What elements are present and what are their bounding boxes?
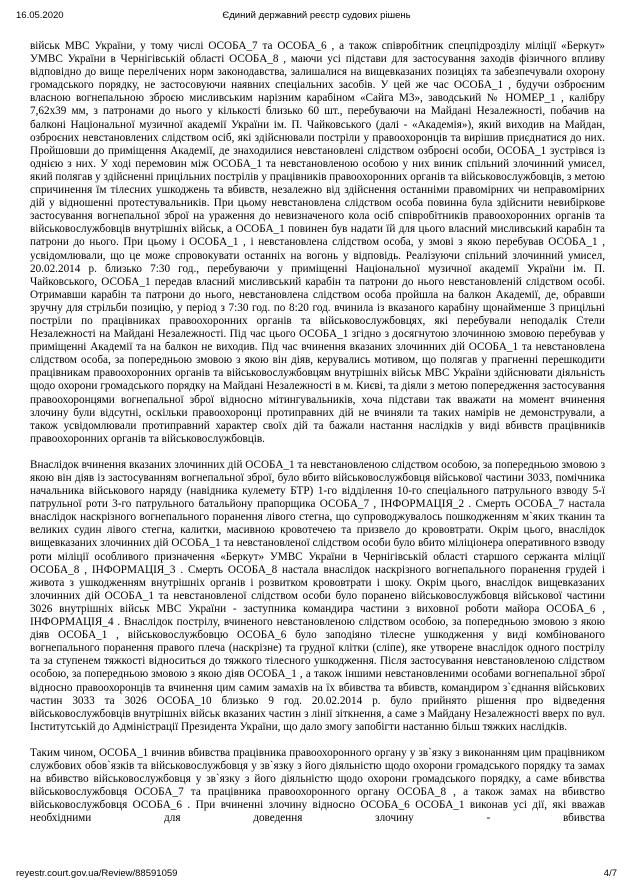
- footer-page-number: 4/7: [603, 868, 617, 879]
- footer-url: reyestr.court.gov.ua/Review/88591059: [16, 868, 178, 879]
- paragraph-3: Таким чином, ОСОБА_1 вчинив вбивства працівника правоохоронного органу у зв`язку з виконанням цим працівником службових обов`язків та військовослужбовця у зв`язку з його діяльністю щодо охорони громадського порядку та замах на вбивство військовослужбовця у зв`язку з його діяльністю щодо охорони громадського порядку, а саме вбивства військовослужбовця ОСОБА_7 та працівника правоохоронного органу ОСОБА_8 , а також замах на вбивство військовослужбовця ОСОБА_6 . При вчиненні злочину відносно ОСОБА_6 ОСОБА_1 виконав усі дії, які вважав необхідними для доведення злочину - вбивства: [30, 746, 605, 825]
- paragraph-2: Внаслідок вчинення вказаних злочинних дій ОСОБА_1 та невстановленою слідством особою, за попередньою змовою з якою він діяв із застосуванням вогнепальної зброї, було вбито військовослужбовця військової частини 3033, помічника начальника військового наряду (навідника кулемету БТР) 1-го відділення 10-го спеціального патрульного взводу 5-ї патрульної роти 3-го патрульного батальйону прапорщика ОСОБА_7 , ІНФОРМАЦІЯ_2 . Смерть ОСОБА_7 настала внаслідок наскрізного вогнепального поранення лівого стегна, що супроводжувалось пошкодженням м`яких тканин та великих судин лівого стегна, калитки, масивною кровотечею та призвело до крововтрати. Окрім цього, внаслідок вищевказаних злочинних дій ОСОБА_1 та невстановленої слідством особи було вбито міліціонера оперативного взводу роти міліції особливого призначення «Беркут» УМВС України в Чернігівській області старшого сержанта міліції ОСОБА_8 , ІНФОРМАЦІЯ_3 . Смерть ОСОБА_8 настала внаслідок наскрізного вогнепального поранення грудей і живота з ушкодженням внутрішніх органів і розвитком крововтрати і шоку. Окрім цього, внаслідок вищевказаних злочинних дій ОСОБА_1 та невстановленої слідством особи було поранено військовослужбовця військової частини 3026 внутрішніх військ МВС України - заступника командира частини з виховної роботи майора ОСОБА_6 , ІНФОРМАЦІЯ_4 . Внаслідок пострілу, вчиненого невстановленою слідством особою, за попередньою змовою з якою діяв ОСОБА_1 , військовослужбовцю ОСОБА_6 було заподіяно тілесне ушкодження у виді комбінованого вогнепального поранення правого плеча (наскрізне) та грудної клітки (сліпе), яке утворене внаслідок одного пострілу та за ступенем тяжкості відноситься до тяжкого тілесного ушкодження. Після застосування невстановленою слідством особою, за попередньою змовою з якою діяв ОСОБА_1 , а також іншими невстановленими особами вогнепальної зброї відносно правоохоронців та вчинення цим самим замахів на їх вбивства та вбивств, командиром з`єднання військових частин 3033 та 3026 ОСОБА_10 близько 9 год. 20.02.2014 р. було прийнято рішення про відведення військовослужбовців внутрішніх військ вказаних частин з лінії зіткнення, а саме з Майдану Незалежності вверх по вул. Інститутській до Адміністрації Президента України, що дало змогу запобігти настанню більш тяжких наслідків.: [30, 458, 605, 733]
- header-title: Єдиний державний реєстр судових рішень: [222, 10, 411, 21]
- print-footer: [16, 868, 617, 881]
- document-body: [30, 40, 605, 825]
- header-date: 16.05.2020: [16, 10, 64, 21]
- paragraph-1: військ МВС України, у тому числі ОСОБА_7 та ОСОБА_6 , а також співробітник спецпідрозділу міліції «Беркут» УМВС України в Чернігівській області ОСОБА_8 , маючи усі підстави для застосування заходів фізичного впливу відповідно до вище перелічених норм законодавства, залишалися на вищевказаних позиціях та забезпечували охорону громадського порядку, не застосовуючи наявних спеціальних засобів. У цей же час ОСОБА_1 , будучи озброєним власною вогнепальною зброєю мисливським нарізним карабіном «Сайга М3», заводський № НОМЕР_1 , калібру 7,62х39 мм, з патронами до нього у кількості близько 60 шт., перебуваючи на Майдані Незалежності, побачив на балконі Національної музичної академії України ім. П. Чайковського (далі - «Академія»), який виходив на Майдан, озброєних невстановлених слідством осіб, які здійснювали постріли у правоохоронців та вирішив приєднатися до них. Пройшовши до приміщення Академії, де знаходилися невстановлені слідством озброєні особи, ОСОБА_1 зустрівся із однією з них. У ході перемовин між ОСОБА_1 та невстановленою особою у них виник спільний злочинний умисел, який полягав у здійсненні прицільних пострілів у працівників правоохоронних органів та військовослужбовців, з метою спричинення їм тілесних ушкоджень та вбивств, незалежно від здійснення останніми правомірних чи неправомірних дій у відношенні протестувальників. При цьому невстановлена слідством особа повинна була здійснити невибіркове застосування вогнепальної зброї на ураження до невизначеного кола осіб співробітників правоохоронних органів та військовослужбовців внутрішніх військ, а ОСОБА_1 повинен був надати їй для цього власний мисливський карабін та патрони до нього. При цьому і ОСОБА_1 , і невстановлена слідством особа, у змові з якою перебував ОСОБА_1 , усвідомлювали, що це може спровокувати останніх на вогонь у відповідь. Реалізуючи спільний злочинний умисел, 20.02.2014 р. близько 7:30 год., перебуваючи у приміщенні Національної музичної академії України ім. П. Чайковського, ОСОБА_1 передав власний мисливський карабін та патрони до нього невстановленій слідством особі. Отримавши карабін та патрони до нього, невстановлена слідством особа пройшла на балкон Академії, де, обравши зручну для стрільби позицію, у період з 7:30 год. по 8:20 год. вчинила із вказаного карабіну щонайменше 3 прицільні постріли по працівниках правоохоронних органів та військовослужбовцях, які перебували неподалік Стели Незалежності на Майдані Незалежності. Під час цього ОСОБА_1 згідно з досягнутою злочинною змовою перебував у приміщенні Академії та на балкон не виходив. Під час вчинення вказаних злочинних дій ОСОБА_1 та невстановлена слідством особа, за попередньою змовою з якою він діяв, керувались мотивом, що полягав у прагненні перешкодити працівникам правоохоронних органів та військовослужбовцям внутрішніх військ МВС України здійснювати діяльність щодо охорони громадського порядку на Майдані Незалежності в м. Києві, та діяли з метою попередження застосування правоохоронцями вогнепальної зброї відносно мітингувальників, хоча підстави так вважати на момент вчинення злочину були відсутні, оскільки правоохоронці протиправних дій не вчиняли та таких намірів не демонстрували, а також усвідомлювали протиправний характер своїх дій та бажали настання наслідків у виді вбивств працівників правоохоронних органів та військовослужбовців.: [30, 40, 606, 445]
- print-header: [16, 10, 617, 24]
